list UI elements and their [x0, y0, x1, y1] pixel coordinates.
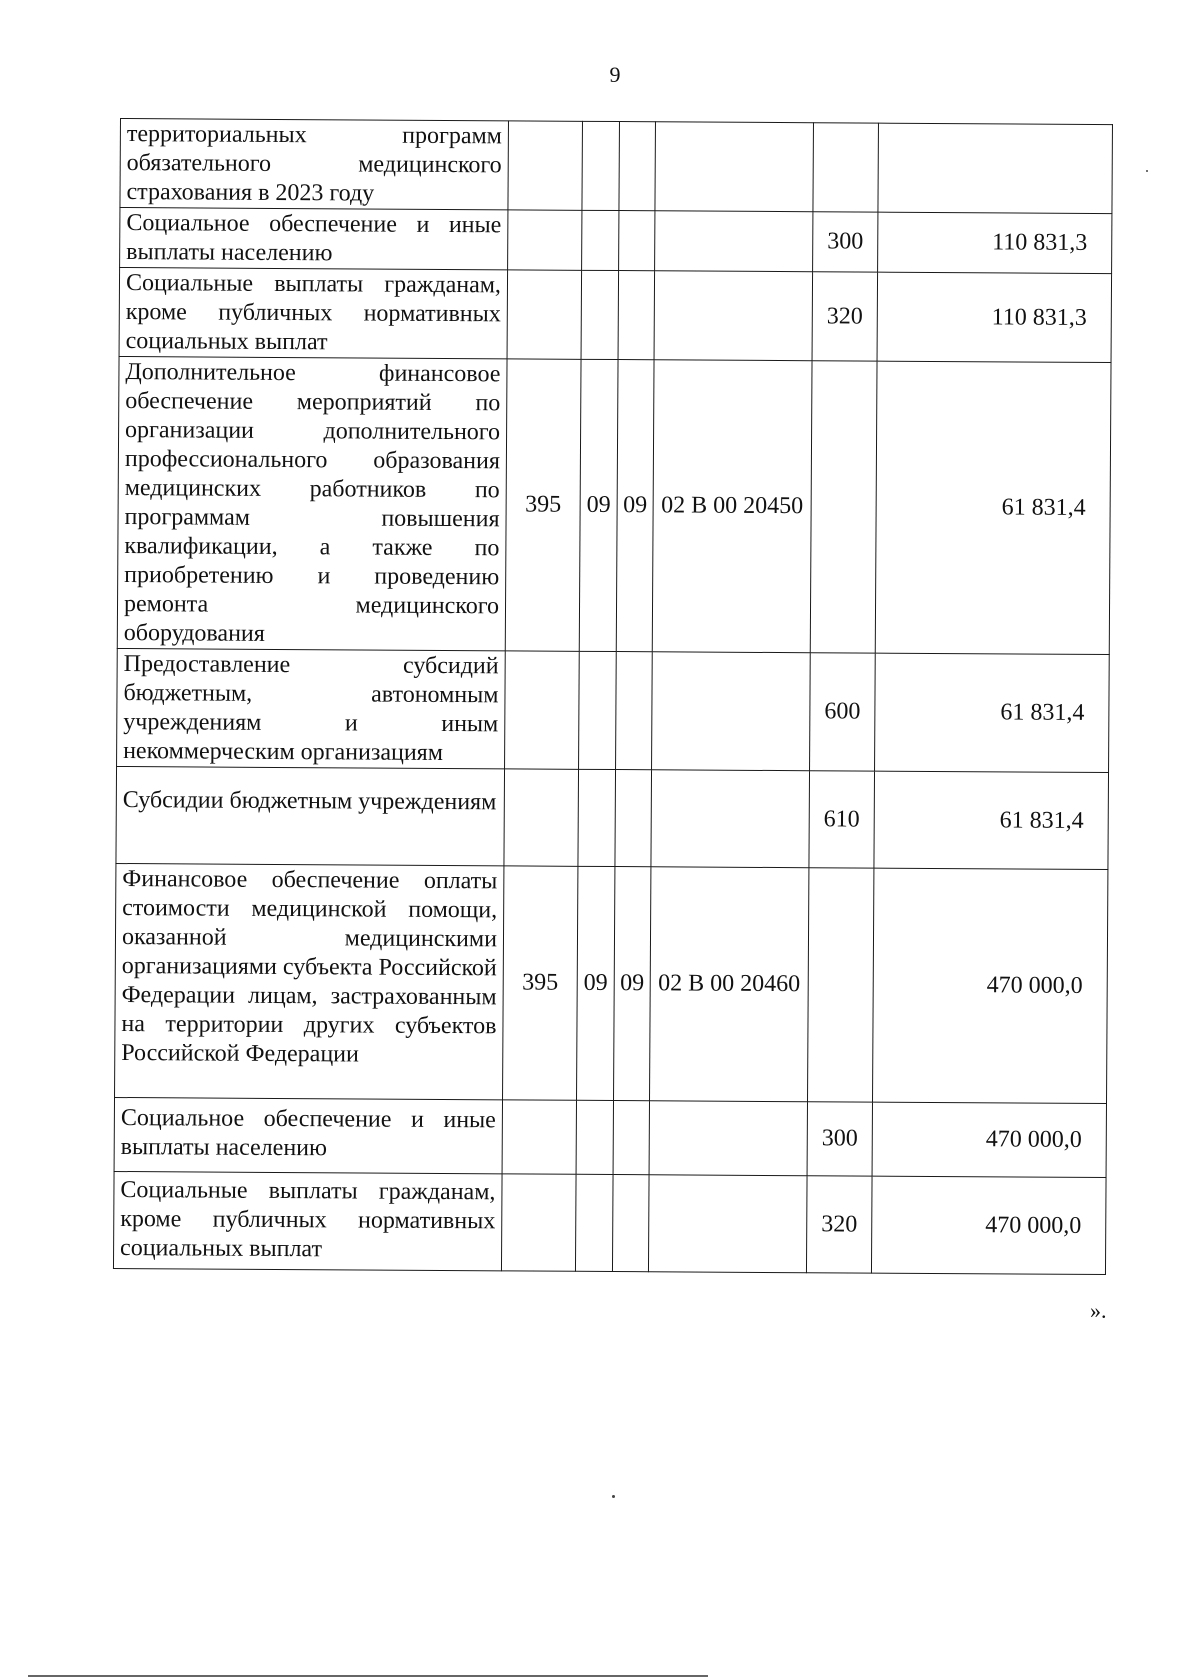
row-vr	[808, 868, 874, 1102]
table-row	[114, 1097, 1106, 1177]
row-sum: 61 831,4	[875, 361, 1111, 654]
row-name: территориальных программ обязательного медицинского страхования в 2023 году	[120, 119, 509, 210]
row-vr: 300	[813, 212, 878, 272]
row-name: Дополнительное финансовое обеспечение мероприятий по организации дополнительного профессионального образования медицинских работников по программам повышения квалификации, а также по приобретению и проведению ремонта медицинского оборудования	[117, 356, 507, 650]
row-csr	[651, 770, 810, 868]
row-sum	[878, 123, 1113, 213]
row-pr	[612, 1175, 649, 1272]
row-vr: 320	[812, 272, 878, 361]
row-csr	[649, 1101, 807, 1176]
row-rz	[578, 769, 616, 866]
row-name: Социальные выплаты гражданам, кроме публичных нормативных социальных выплат	[113, 1171, 502, 1270]
row-name: Социальное обеспечение и иные выплаты населению	[120, 208, 508, 270]
budget-table	[113, 118, 1113, 1275]
row-vr: 610	[809, 771, 875, 868]
row-ved	[508, 121, 583, 210]
row-sum: 470 000,0	[871, 1176, 1106, 1274]
row-ved	[508, 210, 582, 270]
table-row	[120, 119, 1113, 214]
row-vr	[813, 123, 879, 212]
row-vr: 300	[807, 1102, 872, 1176]
row-vr: 320	[806, 1176, 872, 1273]
row-csr	[654, 271, 813, 361]
closing-quote: ».	[1090, 1298, 1107, 1323]
row-name: Социальные выплаты гражданам, кроме публичных нормативных социальных выплат	[119, 268, 508, 359]
row-csr	[655, 122, 814, 212]
row-ved: 395	[503, 866, 578, 1100]
table-row	[117, 648, 1110, 772]
row-pr	[616, 652, 653, 770]
row-pr: 09	[614, 867, 651, 1101]
row-rz	[582, 121, 620, 210]
row-csr	[655, 211, 813, 272]
row-pr	[619, 122, 656, 211]
scan-speck	[1146, 170, 1148, 172]
table-row	[113, 1171, 1106, 1274]
row-ved	[505, 651, 580, 769]
row-rz	[581, 270, 619, 359]
row-rz	[579, 651, 617, 769]
row-sum: 61 831,4	[874, 771, 1109, 869]
table-row	[119, 268, 1112, 363]
row-rz	[582, 210, 619, 270]
scan-speck	[612, 1495, 615, 1498]
row-csr	[652, 652, 811, 771]
row-sum: 110 831,3	[877, 272, 1112, 362]
row-sum: 61 831,4	[875, 653, 1110, 772]
row-pr	[618, 271, 655, 360]
row-sum: 470 000,0	[873, 868, 1108, 1103]
row-name: Социальное обеспечение и иные выплаты населению	[114, 1097, 502, 1173]
row-sum: 470 000,0	[872, 1102, 1106, 1177]
row-rz	[575, 1174, 613, 1271]
row-pr	[615, 770, 652, 867]
row-ved	[507, 270, 582, 359]
row-ved	[501, 1174, 576, 1271]
row-ved	[504, 769, 579, 866]
row-csr: 02 В 00 20460	[650, 867, 809, 1102]
page-number: 9	[609, 62, 621, 87]
row-name: Субсидии бюджетным учреждениям	[116, 766, 505, 865]
row-rz: 09	[579, 359, 618, 651]
table-row	[115, 863, 1108, 1103]
row-sum: 110 831,3	[878, 212, 1112, 273]
row-csr	[648, 1175, 807, 1273]
table-row	[117, 356, 1111, 654]
row-pr	[619, 211, 655, 271]
row-ved	[502, 1100, 576, 1174]
row-csr: 02 В 00 20450	[652, 360, 812, 653]
row-name: Предоставление субсидий бюджетным, автономным учреждениям и иным некоммерческим организациям	[117, 648, 506, 768]
table-row	[120, 208, 1112, 274]
table-row	[116, 766, 1109, 869]
scan-edge-line	[28, 1675, 708, 1677]
row-rz: 09	[577, 866, 615, 1100]
row-ved: 395	[505, 359, 581, 651]
row-name: Финансовое обеспечение оплаты стоимости медицинской помощи, оказанной медицинскими организациями субъекта Российской Федерации лицам, застрахованным на территории других субъектов Российской Федерации	[115, 863, 504, 1099]
row-pr: 09	[616, 360, 654, 652]
row-rz	[576, 1100, 613, 1174]
row-pr	[613, 1101, 649, 1175]
row-vr	[810, 361, 877, 653]
row-vr: 600	[810, 653, 876, 771]
